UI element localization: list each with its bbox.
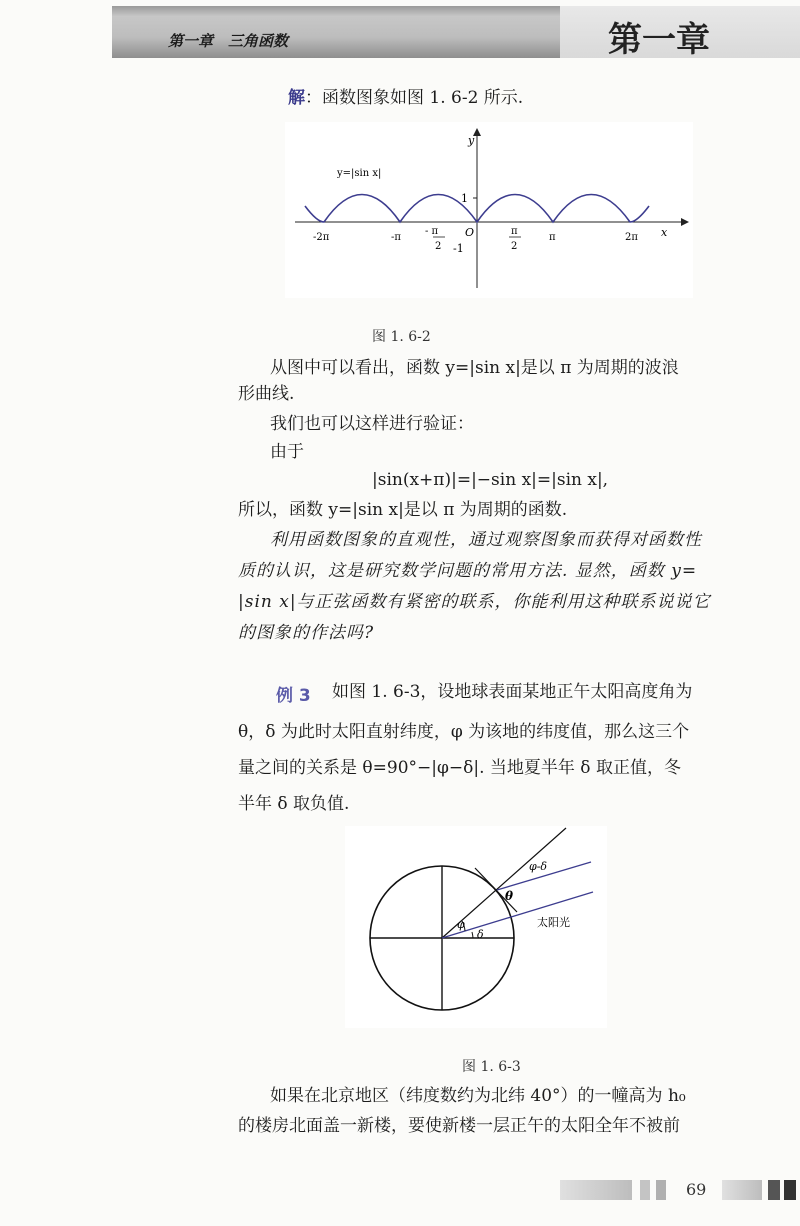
tick-half-pi-den: 2 [511,241,518,252]
y-axis-label: y [468,134,475,147]
paragraph-3: 由于 [270,442,304,462]
phi-minus-delta-label: φ-δ [529,860,548,873]
sunlight-label: 太阳光 [537,916,570,929]
paragraph-2: 我们也可以这样进行验证： [270,414,474,434]
theta-label: θ [505,889,514,903]
example-line-4: 半年 δ 取负值. [238,794,350,814]
footer-bar-tick-2 [656,1180,666,1200]
tick-2pi: 2π [625,232,638,243]
figure-abs-sin [285,122,693,298]
chapter-title: 第一章 三角函数 [168,32,289,50]
paragraph-4: 所以，函数 y=|sin x|是以 π 为周期的函数. [238,500,568,520]
solution-line [288,88,523,108]
note-line-4: 的图象的作法吗? [238,623,375,643]
footer-bar-tick-1 [640,1180,650,1200]
tick-neg-half-pi-den: 2 [435,241,442,252]
footer-bar-left [560,1180,632,1200]
tick-neg-2pi: -2π [313,232,330,243]
footer-bar-right [722,1180,762,1200]
y-tick-1-label: 1 [461,192,468,205]
origin-label: O [465,226,475,239]
footer-bar-dark-2 [784,1180,796,1200]
figure-2-caption: 图 1. 6-3 [462,1059,521,1075]
paragraph-1-line-2: 形曲线. [238,384,295,404]
x-axis-label: x [661,226,668,239]
delta-arc [472,932,473,938]
note-line-2: 质的认识，这是研究数学问题的常用方法. 显然，函数 y= [238,561,698,581]
example-line-2: θ，δ 为此时太阳直射纬度，φ 为该地的纬度值，那么这三个 [238,722,690,742]
paragraph-1-line-1: 从图中可以看出，函数 y=|sin x|是以 π 为周期的波浪 [270,358,679,378]
footer-bar-dark-1 [768,1180,780,1200]
function-label: y=|sin x| [337,168,382,179]
example-line-3: 量之间的关系是 θ=90°−|φ−δ|. 当地夏半年 δ 取正值，冬 [238,758,681,778]
abs-sin-graph [285,122,693,298]
sun-ray-to-center [442,892,593,938]
formula-line: |sin(x+π)|=|−sin x|=|sin x|, [372,470,609,490]
delta-label: δ [477,928,484,941]
note-line-1: 利用函数图象的直观性，通过观察图象而获得对函数性 [270,530,702,550]
bottom-line-2: 的楼房北面盖一新楼，要使新楼一层正午的太阳全年不被前 [238,1116,680,1136]
tick-neg-pi: -π [391,232,401,243]
sun-angle-diagram [345,826,607,1028]
x-axis-arrow [681,218,689,226]
solution-label: 解 [288,88,305,108]
note-line-3: |sin x|与正弦函数有紧密的联系，你能利用这种联系说说它 [238,592,711,612]
chapter-badge [560,6,800,58]
tick-pi: π [549,232,556,243]
bottom-line-1: 如果在北京地区（纬度数约为北纬 40°）的一幢高为 h₀ [270,1086,686,1106]
phi-label: φ [457,918,465,931]
example-label: 例 3 [276,686,311,706]
figure-1-caption: 图 1. 6-2 [372,329,431,345]
tick-neg-half-pi-num: - π [425,226,439,237]
chapter-badge-label: 第一章 [608,20,710,60]
figure-sun-angle [345,826,607,1028]
example-line-1: 如图 1. 6-3，设地球表面某地正午太阳高度角为 [332,682,693,702]
y-tick-minus1-label: -1 [453,242,464,255]
page-number: 69 [686,1180,707,1199]
tick-half-pi-num: π [511,226,518,237]
solution-text: ：函数图象如图 1. 6-2 所示. [305,88,524,108]
